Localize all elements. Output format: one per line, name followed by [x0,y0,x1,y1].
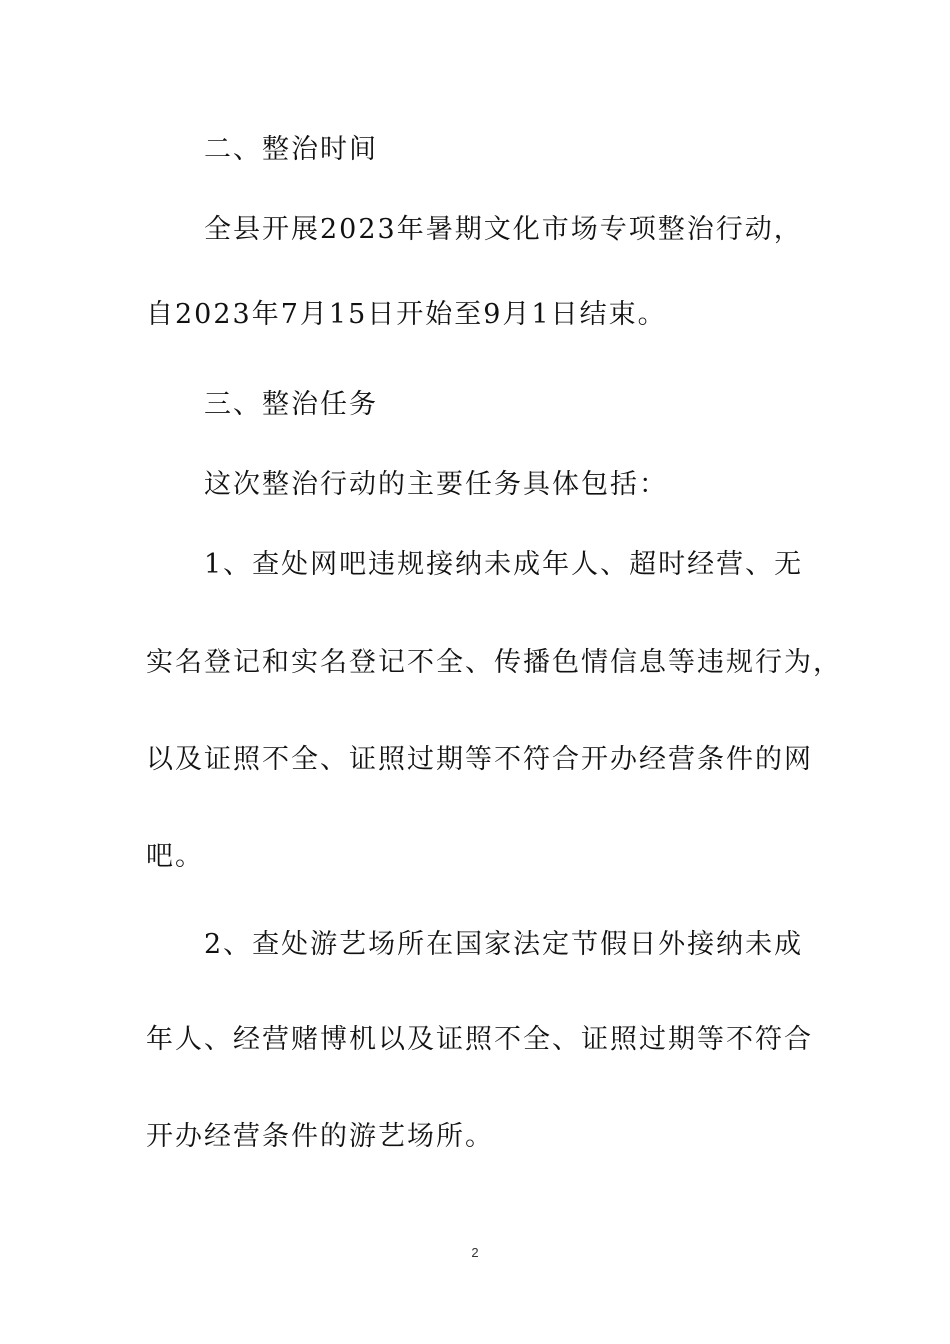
list-item-line: 2、查处游艺场所在国家法定节假日外接纳未成 [204,929,804,960]
section-heading-time: 二、整治时间 [204,134,378,165]
list-item-line: 实名登记和实名登记不全、传播色情信息等违规行为， [146,647,842,678]
list-item-line: 年人、经营赌博机以及证照不全、证照过期等不符合 [146,1024,813,1055]
list-item-line: 开办经营条件的游艺场所。 [146,1121,494,1152]
list-item-line: 以及证照不全、证照过期等不符合开办经营条件的网 [146,744,813,775]
list-item-line: 1、查处网吧违规接纳未成年人、超时经营、无 [204,549,804,580]
paragraph-line: 自2023年7月15日开始至9月1日结束。 [146,299,667,330]
page-number: 2 [471,1245,479,1260]
paragraph-line: 全县开展2023年暑期文化市场专项整治行动， [204,214,803,245]
section-heading-tasks: 三、整治任务 [204,389,378,420]
paragraph-line: 这次整治行动的主要任务具体包括： [204,469,668,500]
list-item-line: 吧。 [146,841,204,872]
